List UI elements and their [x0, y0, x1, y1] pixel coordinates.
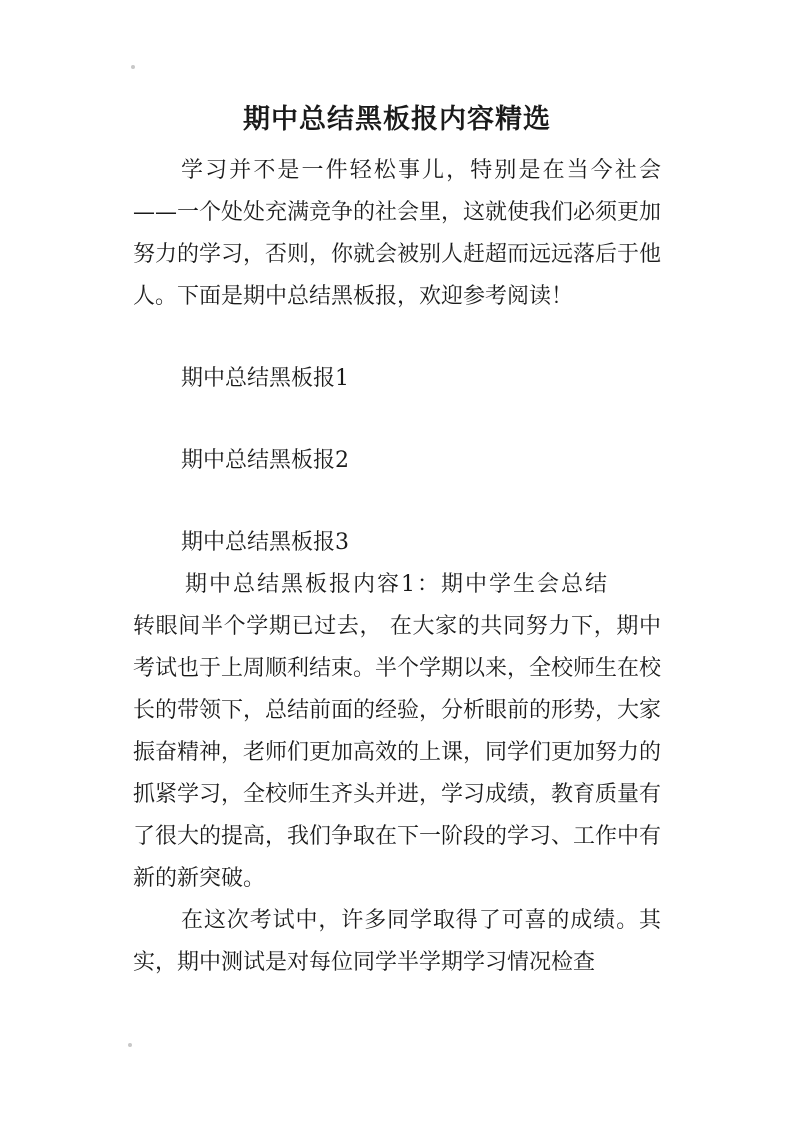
scan-dot-mark: [128, 1043, 132, 1047]
subheading-1: 期中总结黑板报1: [181, 366, 349, 391]
body-paragraph: 转眼间半个学期已过去， 在大家的共同努力下，期中考试也于上周顺利结束。半个学期以来，全校师生在校长的带领下，总结前面的经验，分析眼前的形势，大家振奋精神，老师们更加高效的上课，同学们更加努力的抓紧学习，全校师生齐头并进，学习成绩，教育质量有了很大的提高，我们争取在下一阶段的学习、工作中有新的新突破。: [133, 614, 662, 891]
subheading-3: 期中总结黑板报3: [181, 530, 349, 555]
document-title: 期中总结黑板报内容精选: [243, 104, 551, 135]
scan-dot-mark: [131, 65, 135, 69]
section-heading-line: 期中总结黑板报内容1：期中学生会总结: [185, 572, 609, 597]
document-body: [133, 150, 661, 984]
intro-paragraph: 学习并不是一件轻松事儿，特别是在当今社会——一个处处充满竞争的社会里，这就使我们必须更加努力的学习，否则，你就会被别人赶超而远远落后于他人。下面是期中总结黑板报，欢迎参考阅读！: [133, 158, 662, 309]
body-paragraph: 在这次考试中，许多同学取得了可喜的成绩。其实，期中测试是对每位同学半学期学习情况检查: [133, 908, 661, 975]
subheading-2: 期中总结黑板报2: [181, 448, 349, 473]
